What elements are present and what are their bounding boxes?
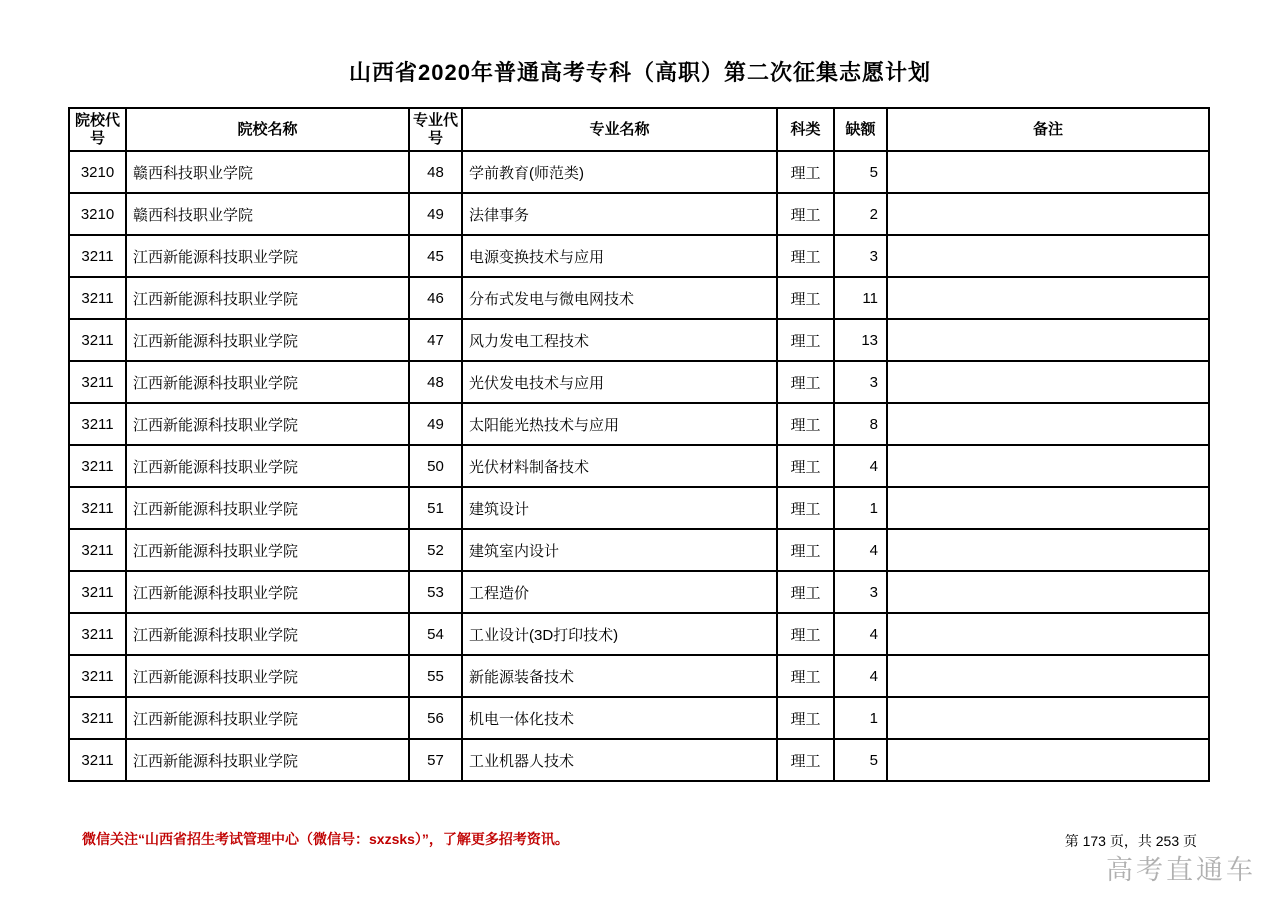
cell-major-name: 风力发电工程技术	[462, 319, 777, 361]
cell-school-code: 3211	[69, 529, 126, 571]
cell-category: 理工	[777, 529, 834, 571]
cell-note	[887, 235, 1209, 277]
cell-category: 理工	[777, 151, 834, 193]
plan-table	[68, 107, 1210, 782]
table-row	[69, 403, 1209, 445]
cell-school-name: 江西新能源科技职业学院	[126, 445, 409, 487]
cell-school-name: 江西新能源科技职业学院	[126, 403, 409, 445]
cell-major-name: 建筑设计	[462, 487, 777, 529]
cell-note	[887, 403, 1209, 445]
cell-school-name: 江西新能源科技职业学院	[126, 487, 409, 529]
cell-major-name: 光伏发电技术与应用	[462, 361, 777, 403]
table-header	[69, 108, 1209, 151]
table-row	[69, 445, 1209, 487]
cell-vacancy: 4	[834, 529, 887, 571]
cell-category: 理工	[777, 613, 834, 655]
table-row	[69, 277, 1209, 319]
cell-school-name: 江西新能源科技职业学院	[126, 739, 409, 781]
cell-major-code: 45	[409, 235, 462, 277]
cell-category: 理工	[777, 235, 834, 277]
cell-note	[887, 487, 1209, 529]
cell-major-name: 法律事务	[462, 193, 777, 235]
cell-note	[887, 277, 1209, 319]
cell-major-code: 46	[409, 277, 462, 319]
cell-school-name: 江西新能源科技职业学院	[126, 613, 409, 655]
cell-major-code: 51	[409, 487, 462, 529]
cell-category: 理工	[777, 319, 834, 361]
cell-school-code: 3210	[69, 193, 126, 235]
cell-category: 理工	[777, 361, 834, 403]
cell-school-name: 赣西科技职业学院	[126, 151, 409, 193]
cell-note	[887, 529, 1209, 571]
table-row	[69, 193, 1209, 235]
table-row	[69, 151, 1209, 193]
header-row	[69, 108, 1209, 151]
header-note: 备注	[887, 108, 1209, 151]
cell-vacancy: 3	[834, 571, 887, 613]
cell-school-code: 3211	[69, 739, 126, 781]
cell-note	[887, 697, 1209, 739]
table-row	[69, 697, 1209, 739]
cell-category: 理工	[777, 655, 834, 697]
cell-major-code: 55	[409, 655, 462, 697]
cell-school-code: 3211	[69, 571, 126, 613]
cell-vacancy: 3	[834, 235, 887, 277]
cell-school-name: 江西新能源科技职业学院	[126, 697, 409, 739]
cell-note	[887, 655, 1209, 697]
cell-major-name: 光伏材料制备技术	[462, 445, 777, 487]
cell-major-code: 49	[409, 193, 462, 235]
cell-major-name: 学前教育(师范类)	[462, 151, 777, 193]
cell-vacancy: 4	[834, 445, 887, 487]
cell-major-code: 47	[409, 319, 462, 361]
page-title: 山西省2020年普通高考专科（高职）第二次征集志愿计划	[349, 60, 931, 85]
cell-major-code: 52	[409, 529, 462, 571]
cell-school-code: 3211	[69, 235, 126, 277]
cell-vacancy: 5	[834, 151, 887, 193]
cell-school-code: 3211	[69, 403, 126, 445]
cell-major-code: 53	[409, 571, 462, 613]
cell-note	[887, 445, 1209, 487]
cell-school-code: 3211	[69, 655, 126, 697]
cell-school-code: 3211	[69, 613, 126, 655]
cell-note	[887, 193, 1209, 235]
cell-note	[887, 361, 1209, 403]
wechat-notice: 微信关注“山西省招生考试管理中心（微信号：sxzsks）”，了解更多招考资讯。	[82, 831, 569, 847]
cell-major-code: 50	[409, 445, 462, 487]
cell-school-code: 3210	[69, 151, 126, 193]
table-row	[69, 319, 1209, 361]
cell-major-name: 工业机器人技术	[462, 739, 777, 781]
cell-vacancy: 4	[834, 655, 887, 697]
cell-school-code: 3211	[69, 445, 126, 487]
cell-category: 理工	[777, 487, 834, 529]
cell-major-name: 太阳能光热技术与应用	[462, 403, 777, 445]
table-row	[69, 613, 1209, 655]
cell-vacancy: 4	[834, 613, 887, 655]
cell-note	[887, 739, 1209, 781]
header-school-code: 院校代号	[69, 108, 126, 151]
page-number: 第 173 页，共 253 页	[1064, 833, 1197, 849]
cell-major-code: 48	[409, 361, 462, 403]
cell-major-code: 48	[409, 151, 462, 193]
cell-school-name: 江西新能源科技职业学院	[126, 277, 409, 319]
cell-vacancy: 1	[834, 487, 887, 529]
cell-major-code: 54	[409, 613, 462, 655]
header-category: 科类	[777, 108, 834, 151]
cell-school-code: 3211	[69, 361, 126, 403]
cell-major-name: 新能源装备技术	[462, 655, 777, 697]
cell-category: 理工	[777, 277, 834, 319]
cell-major-name: 建筑室内设计	[462, 529, 777, 571]
cell-category: 理工	[777, 739, 834, 781]
cell-school-name: 赣西科技职业学院	[126, 193, 409, 235]
cell-vacancy: 2	[834, 193, 887, 235]
cell-major-name: 电源变换技术与应用	[462, 235, 777, 277]
cell-vacancy: 3	[834, 361, 887, 403]
table-row	[69, 655, 1209, 697]
cell-school-name: 江西新能源科技职业学院	[126, 571, 409, 613]
cell-category: 理工	[777, 697, 834, 739]
cell-category: 理工	[777, 193, 834, 235]
cell-category: 理工	[777, 571, 834, 613]
cell-vacancy: 8	[834, 403, 887, 445]
table-row	[69, 487, 1209, 529]
cell-school-name: 江西新能源科技职业学院	[126, 361, 409, 403]
cell-category: 理工	[777, 403, 834, 445]
table-row	[69, 529, 1209, 571]
cell-major-code: 49	[409, 403, 462, 445]
header-school-name: 院校名称	[126, 108, 409, 151]
cell-note	[887, 571, 1209, 613]
cell-note	[887, 319, 1209, 361]
cell-note	[887, 613, 1209, 655]
cell-major-name: 工业设计(3D打印技术)	[462, 613, 777, 655]
cell-school-code: 3211	[69, 277, 126, 319]
cell-vacancy: 1	[834, 697, 887, 739]
cell-vacancy: 13	[834, 319, 887, 361]
cell-school-code: 3211	[69, 697, 126, 739]
cell-school-name: 江西新能源科技职业学院	[126, 655, 409, 697]
cell-school-code: 3211	[69, 487, 126, 529]
cell-major-code: 56	[409, 697, 462, 739]
table-row	[69, 235, 1209, 277]
table-row	[69, 571, 1209, 613]
cell-major-name: 分布式发电与微电网技术	[462, 277, 777, 319]
cell-vacancy: 11	[834, 277, 887, 319]
header-vacancy: 缺额	[834, 108, 887, 151]
cell-major-code: 57	[409, 739, 462, 781]
table-body	[69, 151, 1209, 781]
cell-school-code: 3211	[69, 319, 126, 361]
cell-school-name: 江西新能源科技职业学院	[126, 529, 409, 571]
cell-major-name: 机电一体化技术	[462, 697, 777, 739]
cell-vacancy: 5	[834, 739, 887, 781]
table-row	[69, 361, 1209, 403]
watermark-text: 高考直通车	[1106, 855, 1256, 885]
cell-category: 理工	[777, 445, 834, 487]
cell-major-name: 工程造价	[462, 571, 777, 613]
cell-school-name: 江西新能源科技职业学院	[126, 319, 409, 361]
header-major-code: 专业代号	[409, 108, 462, 151]
cell-school-name: 江西新能源科技职业学院	[126, 235, 409, 277]
header-major-name: 专业名称	[462, 108, 777, 151]
cell-note	[887, 151, 1209, 193]
table-row	[69, 739, 1209, 781]
